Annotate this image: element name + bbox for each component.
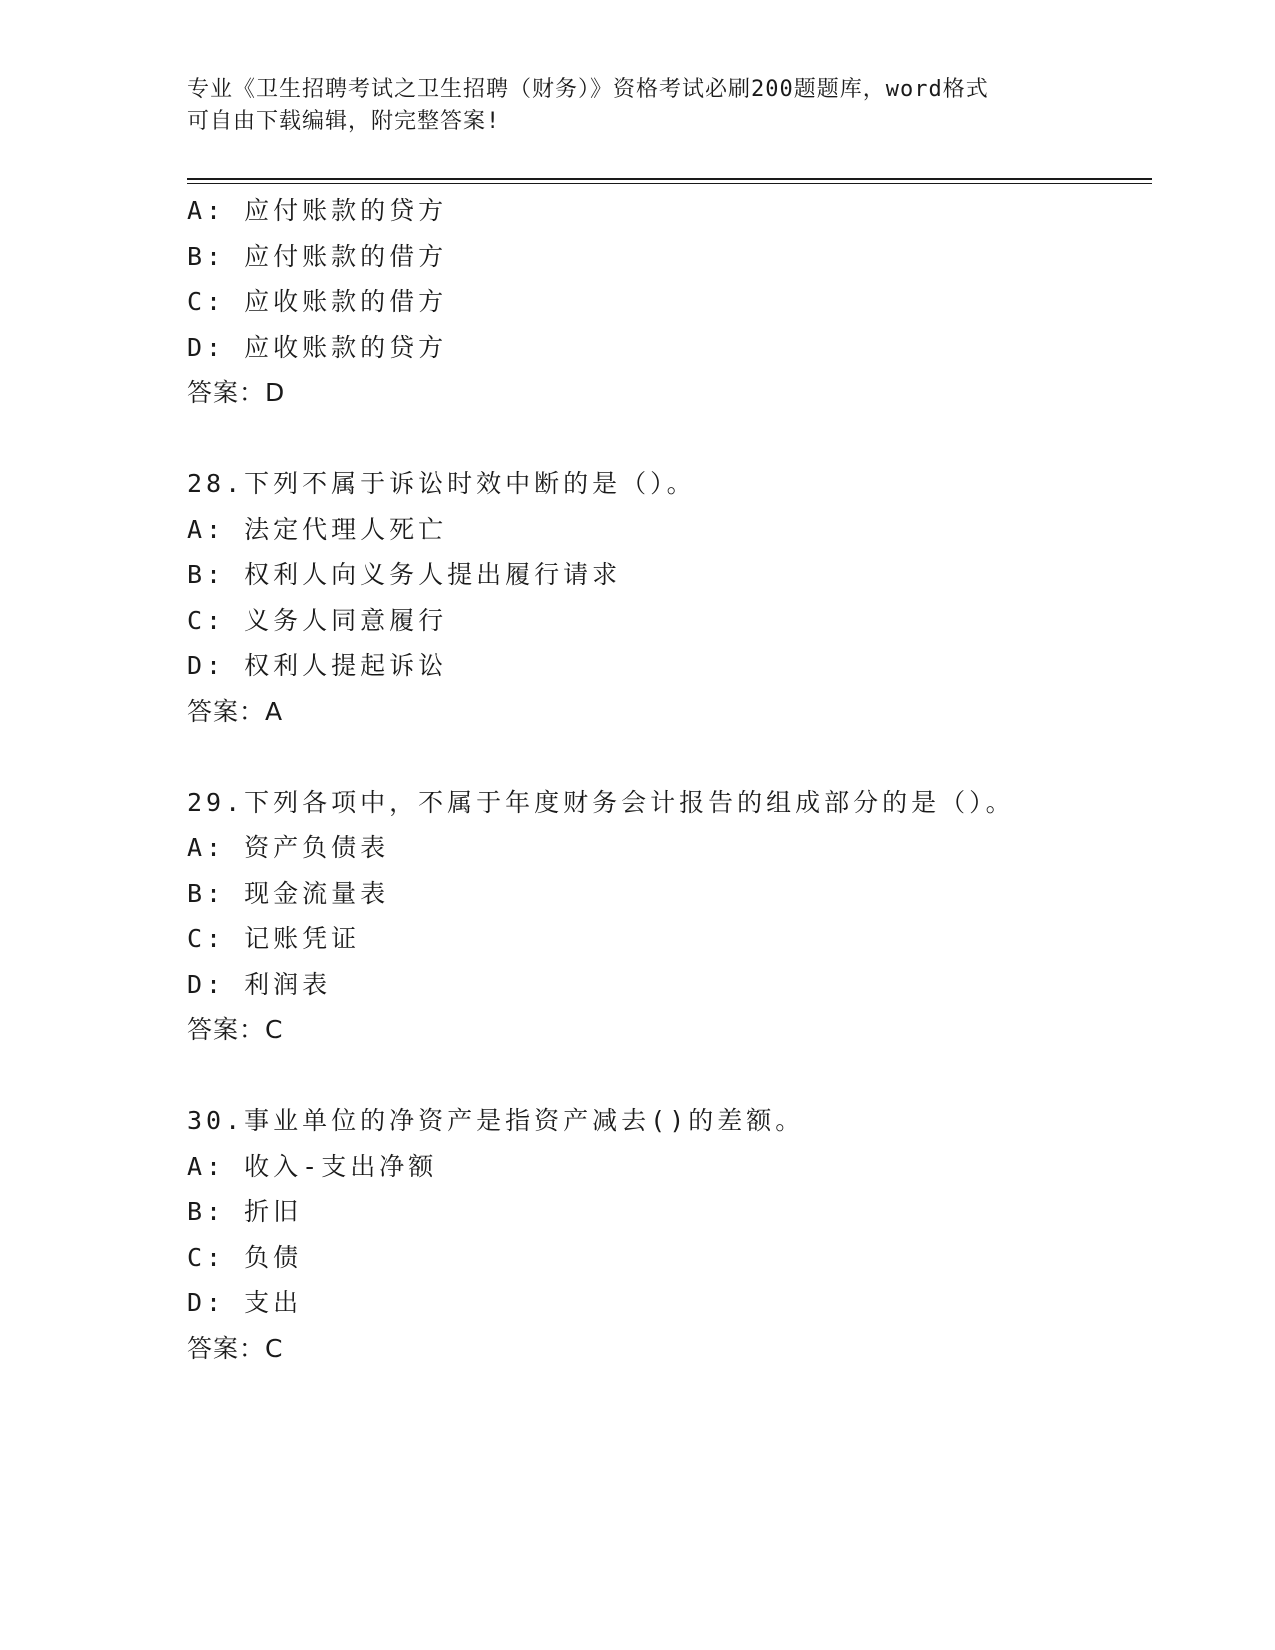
question-block-30 bbox=[187, 1098, 1147, 1371]
option-a: A: 应付账款的贷方 bbox=[187, 196, 448, 225]
option-d: D: 权利人提起诉讼 bbox=[187, 651, 448, 680]
spacer bbox=[187, 734, 1147, 780]
spacer bbox=[187, 416, 1147, 462]
spacer bbox=[187, 1053, 1147, 1099]
option-b: B: 现金流量表 bbox=[187, 878, 390, 908]
option-a: A: 资产负债表 bbox=[187, 833, 390, 862]
option-c: C: 记账凭证 bbox=[187, 924, 361, 953]
answer-line: 答案：A bbox=[187, 696, 284, 726]
question-block-27 bbox=[187, 188, 1147, 416]
option-d: D: 支出 bbox=[187, 1288, 303, 1317]
option-c: C: 应收账款的借方 bbox=[187, 287, 448, 316]
question-block-28 bbox=[187, 461, 1147, 734]
answer-line: 答案：D bbox=[187, 378, 286, 407]
header-divider bbox=[187, 178, 1152, 184]
option-a: A: 法定代理人死亡 bbox=[187, 514, 448, 544]
option-a: A: 收入-支出净额 bbox=[187, 1151, 438, 1181]
question-block-29 bbox=[187, 780, 1147, 1053]
option-d: D: 利润表 bbox=[187, 969, 332, 999]
option-b: B: 权利人向义务人提出履行请求 bbox=[187, 560, 622, 589]
answer-line: 答案：C bbox=[187, 1333, 284, 1363]
document-body bbox=[187, 188, 1147, 1371]
question-text: 30.事业单位的净资产是指资产减去()的差额。 bbox=[187, 1106, 805, 1135]
question-text: 28.下列不属于诉讼时效中断的是（）。 bbox=[187, 469, 696, 498]
option-b: B: 应付账款的借方 bbox=[187, 241, 448, 271]
option-b: B: 折旧 bbox=[187, 1197, 303, 1226]
header-line-1: 专业《卫生招聘考试之卫生招聘（财务）》资格考试必刷200题题库，word格式 bbox=[187, 77, 989, 102]
document-header bbox=[187, 74, 1087, 138]
question-text: 29.下列各项中，不属于年度财务会计报告的组成部分的是（）。 bbox=[187, 787, 1015, 817]
header-line-2: 可自由下载编辑，附完整答案! bbox=[187, 109, 501, 134]
option-c: C: 义务人同意履行 bbox=[187, 605, 448, 635]
option-d: D: 应收账款的贷方 bbox=[187, 332, 448, 362]
answer-line: 答案：C bbox=[187, 1015, 284, 1044]
option-c: C: 负债 bbox=[187, 1242, 303, 1272]
